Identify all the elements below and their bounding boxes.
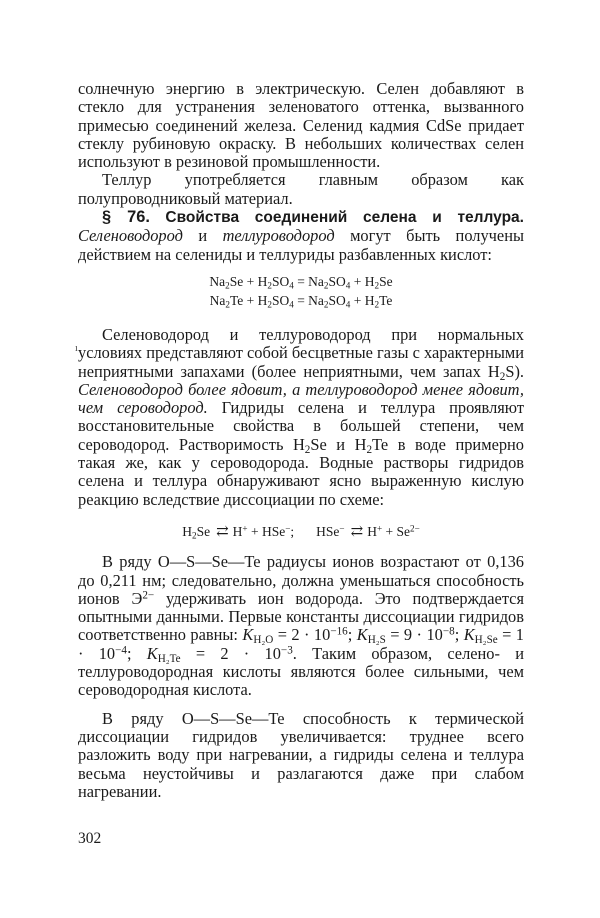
page-body — [78, 80, 524, 801]
section-title: Свойства соединений селена и теллура. — [165, 209, 524, 227]
section-number: § 76. — [102, 208, 150, 227]
italic-toxicity-note: Селеноводород более ядовит, а теллуроводород менее ядовит, чем сероводород. — [78, 379, 524, 418]
page-number: 302 — [78, 830, 102, 847]
dissociation-scheme: $H_2Se$ ⇄ H+ + HSe−; HSe− ⇄ $H^+ + Se^{2-}$ — [182, 523, 420, 541]
paragraph-dissociation-constants: В ряду O—S—Se—Te радиусы ионов возрастают от 0,136 до 0,211 нм; следовательно, должна уменьшаться способность ионов $Э^{2-}$ удерживать ион водорода. Это подтверждается опытными данными. Первые константы диссоциации гидридов соответственно равны: $K_{H_2O} = 2 \cdot 10^{-16}$; $K_{H_2S} = 9 \cdot 10^{-8}$; $K_{H_2Se} = 1 \cdot 10^{-4}$; $K_{H_2Te} = 2 \cdot 10^{-3}$. Таким образом, селено- и теллуроводородная кислоты являются более сильными, чем сероводородная кислота. — [78, 552, 525, 700]
equilibrium-arrow-icon: ⇄ — [216, 523, 227, 540]
paragraph-selenium-uses: солнечную энергию в электрическую. Селен добавляют в стекло для устранения зеленоватого оттенка, вызванного примесью соединений железа. Селенид кадмия CdSe придает стеклу рубиновую окраску. В небольших количествах селен используют в резиновой промышленности. — [78, 79, 524, 172]
paragraph-hydride-properties: Селеноводород и теллуроводород при нормальных условиях представляют собой бесцветные газы с характерными неприятными запахами (более неприятными, чем запах $H_2S$). Селеноводород более ядовит, а теллуроводород менее ядовит, чем сероводород. Гидриды селена и теллура проявляют восстановительные свойства в большей степени, чем сероводород. Растворимость $H_2Se$ и $H_2Te$ в воде примерно такая же, как у сероводорода. Водные растворы гидридов селена и теллура обнаруживают ясно выраженную кислую реакцию вследствие диссоциации по схеме: — [78, 324, 525, 509]
term-selenovodorod: Селеноводород — [78, 226, 183, 246]
paragraph-tellurium-use: Теллур употребляется главным образом как полупроводниковый материал. — [78, 170, 524, 208]
equation-2: $Na_2Te + H_2SO_4 = Na_2SO_4 + H_2Te$ — [209, 292, 393, 310]
margin-mark: ı — [75, 343, 78, 354]
equation-1: $Na_2Se + H_2SO_4 = Na_2SO_4 + H_2Se$ — [209, 273, 393, 291]
paragraph-thermal-dissociation: В ряду O—S—Se—Te способность к термической диссоциации гидридов увеличивается: труднее всего разложить воду при нагревании, а гидриды селена и теллура весьма неустойчивы и разлагаются даже при слабом нагревании. — [78, 708, 524, 801]
equilibrium-arrow-icon: ⇄ — [350, 523, 362, 540]
term-telluroovodorod: теллуроводород — [222, 226, 335, 246]
section-76-intro: § 76. Свойства соединений селена и теллура. Селеноводород и теллуроводород могут быть получены действием на селениды и теллуриды разбавленных кислот: — [78, 208, 524, 264]
equations-block — [78, 272, 524, 310]
